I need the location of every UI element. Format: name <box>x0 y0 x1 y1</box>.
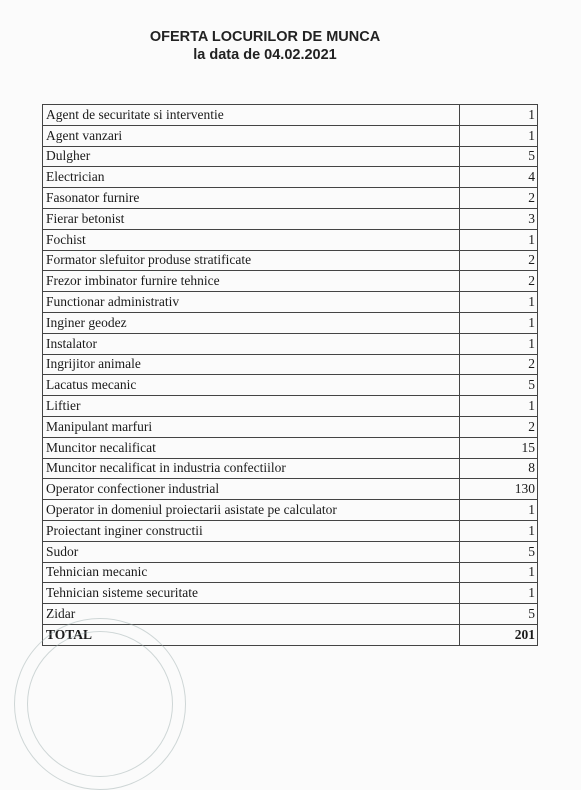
job-count-cell: 1 <box>460 105 538 126</box>
job-count-cell: 1 <box>460 583 538 604</box>
job-title-cell: Muncitor necalificat in industria confectiilor <box>43 458 460 479</box>
job-title-cell: Sudor <box>43 541 460 562</box>
job-count-cell: 3 <box>460 208 538 229</box>
job-title-cell: Instalator <box>43 333 460 354</box>
total-value: 201 <box>460 624 538 645</box>
job-count-cell: 1 <box>460 396 538 417</box>
job-title-cell: Liftier <box>43 396 460 417</box>
job-count-cell: 1 <box>460 125 538 146</box>
job-count-cell: 2 <box>460 188 538 209</box>
total-label: TOTAL <box>43 624 460 645</box>
job-title-cell: Fasonator furnire <box>43 188 460 209</box>
job-count-cell: 1 <box>460 500 538 521</box>
job-count-cell: 1 <box>460 229 538 250</box>
job-count-cell: 2 <box>460 271 538 292</box>
job-count-cell: 1 <box>460 292 538 313</box>
table-row <box>43 479 538 500</box>
job-title-cell: Functionar administrativ <box>43 292 460 313</box>
job-count-cell: 5 <box>460 375 538 396</box>
job-offer-rows <box>43 105 538 646</box>
table-row <box>43 396 538 417</box>
table-row <box>43 416 538 437</box>
table-row <box>43 375 538 396</box>
document-header <box>0 28 530 64</box>
job-title-cell: Tehnician mecanic <box>43 562 460 583</box>
table-row <box>43 500 538 521</box>
job-title-cell: Agent de securitate si interventie <box>43 105 460 126</box>
job-title-cell: Muncitor necalificat <box>43 437 460 458</box>
table-row <box>43 437 538 458</box>
job-count-cell: 1 <box>460 312 538 333</box>
table-row <box>43 188 538 209</box>
official-stamp <box>14 618 186 790</box>
table-row <box>43 583 538 604</box>
table-row <box>43 167 538 188</box>
job-offer-table <box>42 104 538 646</box>
table-row <box>43 312 538 333</box>
job-count-cell: 2 <box>460 354 538 375</box>
job-title-cell: Lacatus mecanic <box>43 375 460 396</box>
job-count-cell: 4 <box>460 167 538 188</box>
table-row <box>43 146 538 167</box>
job-title-cell: Fochist <box>43 229 460 250</box>
table-row <box>43 250 538 271</box>
job-count-cell: 1 <box>460 333 538 354</box>
document-title: OFERTA LOCURILOR DE MUNCA <box>149 29 381 45</box>
table-row <box>43 520 538 541</box>
job-title-cell: Tehnician sisteme securitate <box>43 583 460 604</box>
job-count-cell: 2 <box>460 250 538 271</box>
job-count-cell: 8 <box>460 458 538 479</box>
table-row <box>43 271 538 292</box>
table-row <box>43 105 538 126</box>
job-title-cell: Inginer geodez <box>43 312 460 333</box>
job-count-cell: 1 <box>460 520 538 541</box>
table-row <box>43 292 538 313</box>
job-count-cell: 2 <box>460 416 538 437</box>
table-row <box>43 562 538 583</box>
table-row <box>43 208 538 229</box>
job-title-cell: Fierar betonist <box>43 208 460 229</box>
job-title-cell: Formator slefuitor produse stratificate <box>43 250 460 271</box>
table-row <box>43 541 538 562</box>
job-count-cell: 15 <box>460 437 538 458</box>
table-row <box>43 458 538 479</box>
job-title-cell: Agent vanzari <box>43 125 460 146</box>
job-title-cell: Frezor imbinator furnire tehnice <box>43 271 460 292</box>
job-title-cell: Operator in domeniul proiectarii asistate pe calculator <box>43 500 460 521</box>
job-title-cell: Electrician <box>43 167 460 188</box>
job-count-cell: 130 <box>460 479 538 500</box>
table-row <box>43 229 538 250</box>
job-count-cell: 5 <box>460 541 538 562</box>
table-row <box>43 354 538 375</box>
job-count-cell: 1 <box>460 562 538 583</box>
document-date: la data de 04.02.2021 <box>193 47 337 63</box>
job-title-cell: Proiectant inginer constructii <box>43 520 460 541</box>
table-row <box>43 333 538 354</box>
table-row <box>43 125 538 146</box>
job-count-cell: 5 <box>460 146 538 167</box>
job-title-cell: Manipulant marfuri <box>43 416 460 437</box>
job-title-cell: Zidar <box>43 604 460 625</box>
job-title-cell: Ingrijitor animale <box>43 354 460 375</box>
job-count-cell: 5 <box>460 604 538 625</box>
job-title-cell: Operator confectioner industrial <box>43 479 460 500</box>
job-title-cell: Dulgher <box>43 146 460 167</box>
